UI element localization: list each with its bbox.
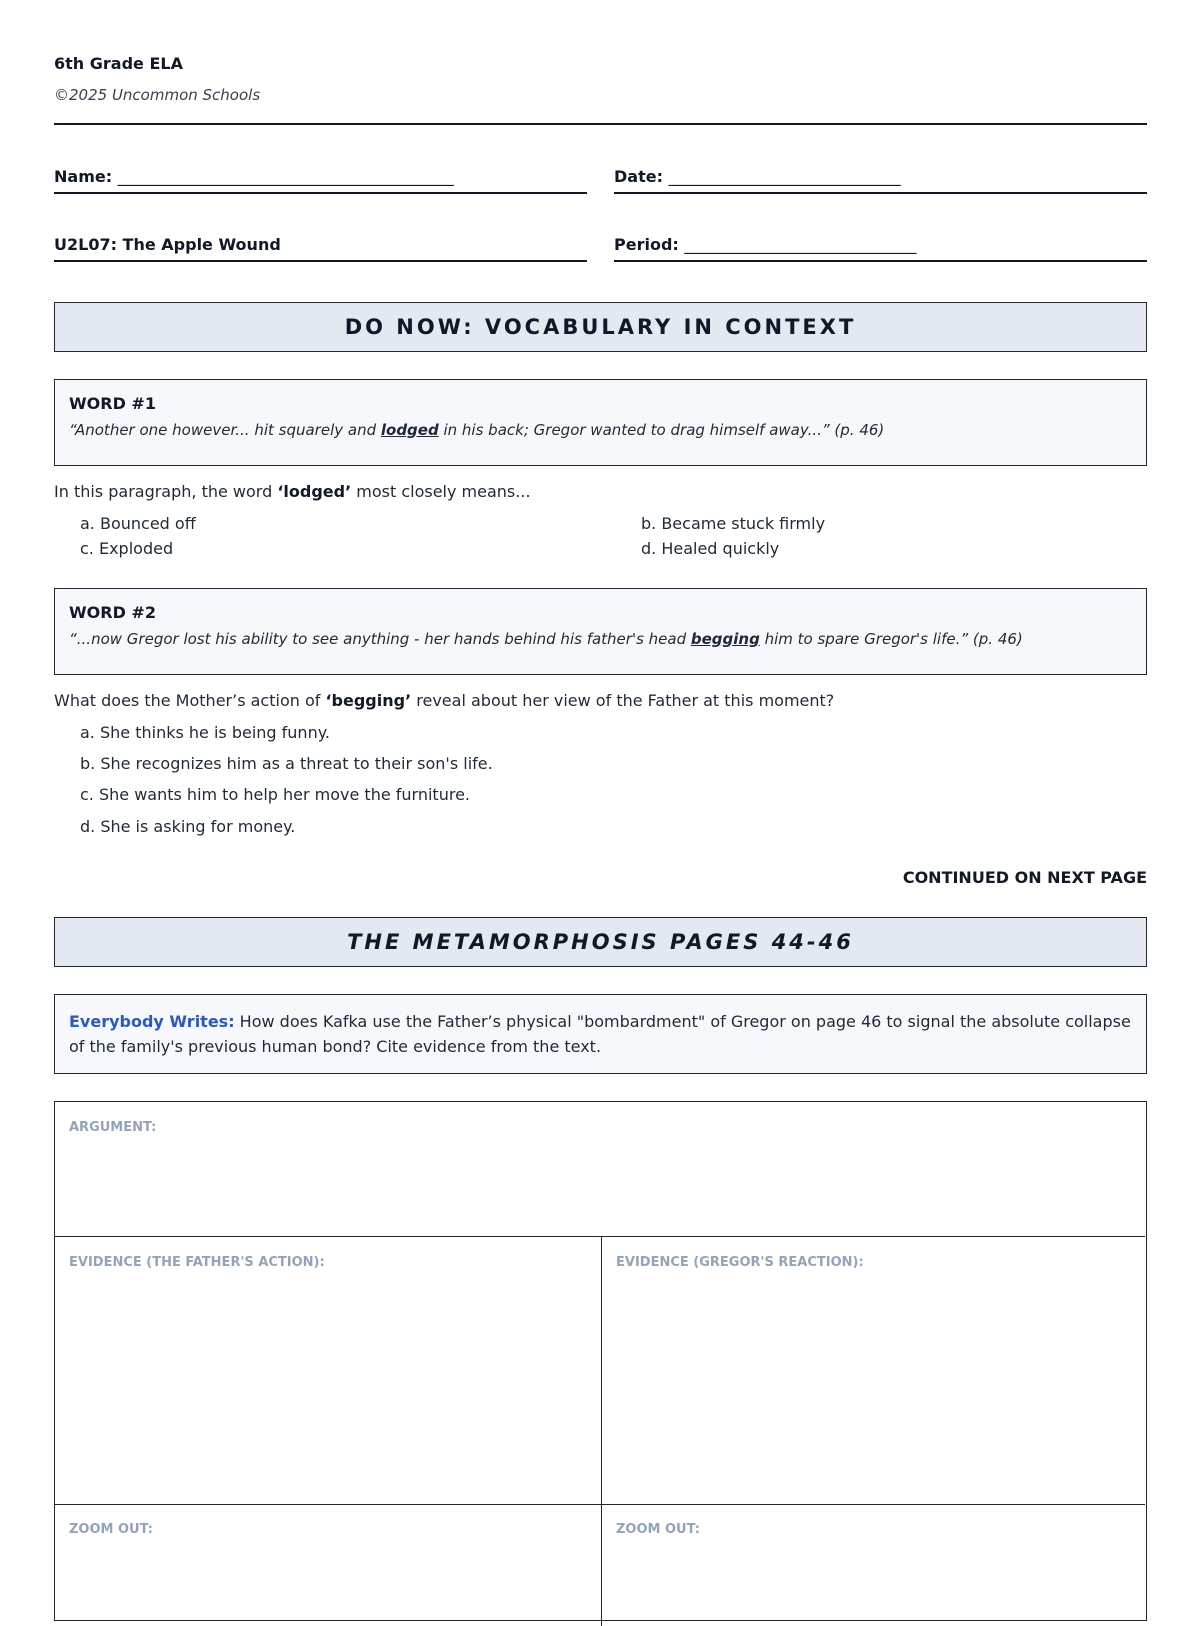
everybody-writes-label: Everybody Writes: [69,1012,235,1031]
date-blank[interactable]: _____________________________ [668,167,901,186]
reading-title: THE METAMORPHOSIS PAGES 44-46 [347,930,854,954]
copyright-symbol: © [54,86,69,104]
word-1-option-c[interactable]: c. Exploded [80,539,174,558]
evidence-father-cell[interactable] [55,1238,601,1504]
word-2-label: WORD #2 [69,603,156,622]
word-1-prompt-word: ‘lodged’ [277,482,352,501]
header-divider [54,123,1147,125]
lesson-title-text: U2L07: The Apple Wound [54,235,281,254]
word-1-option-a[interactable]: a. Bounced off [80,514,196,533]
word-2-option-a[interactable]: a. She thinks he is being funny. [80,723,330,742]
table-divider-2 [55,1504,1145,1505]
word-2-prompt [54,691,834,710]
word-2-option-b[interactable]: b. She recognizes him as a threat to their son's life. [80,754,493,773]
do-now-banner [54,302,1147,352]
zoom-out-left-label: ZOOM OUT: [69,1522,153,1537]
course-title: 6th Grade ELA [54,54,183,73]
word-2-option-d[interactable]: d. She is asking for money. [80,817,296,836]
period-label: Period: [614,235,679,254]
date-label: Date: [614,167,663,186]
name-blank[interactable]: __________________________________________ [117,167,454,186]
name-field[interactable] [54,160,587,194]
word-2-quote [69,630,1132,648]
word-2-prompt-before: What does the Mother’s action of [54,691,326,710]
argument-label: ARGUMENT: [69,1120,157,1135]
copyright [54,86,260,104]
table-divider-1 [55,1236,1145,1237]
zoom-out-right-label: ZOOM OUT: [616,1522,700,1537]
word-1-quote [69,421,1132,439]
word-2-prompt-word: ‘begging’ [325,691,412,710]
argument-cell[interactable] [55,1102,1145,1236]
date-field[interactable] [614,160,1147,194]
evidence-father-label: EVIDENCE (THE FATHER'S ACTION): [69,1255,325,1270]
continued-note: CONTINUED ON NEXT PAGE [902,868,1147,887]
name-label: Name: [54,167,113,186]
everybody-writes-box [54,994,1147,1074]
word-2-option-c[interactable]: c. She wants him to help her move the furniture. [80,785,470,804]
period-blank[interactable]: _____________________________ [684,235,917,254]
word-1-quote-before: “Another one however... hit squarely and [69,421,381,439]
everybody-writes-question: How does Kafka use the Father’s physical "bombardment" of Gregor on page 46 to signal the absolute collapse of the family's previous human bond? Cite evidence from the text. [69,1012,1131,1056]
word-2-quote-before: “...now Gregor lost his ability to see anything - her hands behind his father's head [69,630,691,648]
word-1-vocab-word: lodged [380,421,439,439]
evidence-gregor-cell[interactable] [603,1238,1145,1504]
period-field[interactable] [614,228,1147,262]
evidence-gregor-label: EVIDENCE (GREGOR'S REACTION): [616,1255,864,1270]
word-1-option-b[interactable]: b. Became stuck firmly [641,514,826,533]
word-1-quote-after: in his back; Gregor wanted to drag himself away...” (p. 46) [438,421,885,439]
word-1-prompt-before: In this paragraph, the word [54,482,278,501]
word-2-box [54,588,1147,675]
do-now-title: DO NOW: VOCABULARY IN CONTEXT [344,315,857,339]
lesson-title [54,228,587,262]
word-1-option-d[interactable]: d. Healed quickly [641,539,780,558]
word-2-vocab-word: begging [690,630,760,648]
word-1-prompt [54,482,531,501]
response-table [54,1101,1147,1621]
copyright-text: 2025 Uncommon Schools [69,86,261,104]
reading-banner [54,917,1147,967]
table-divider-vertical [601,1236,602,1626]
word-1-box [54,379,1147,466]
word-1-prompt-after: most closely means... [351,482,531,501]
word-2-quote-after: him to spare Gregor's life.” (p. 46) [759,630,1023,648]
word-1-label: WORD #1 [69,394,156,413]
word-2-prompt-after: reveal about her view of the Father at this moment? [411,691,835,710]
